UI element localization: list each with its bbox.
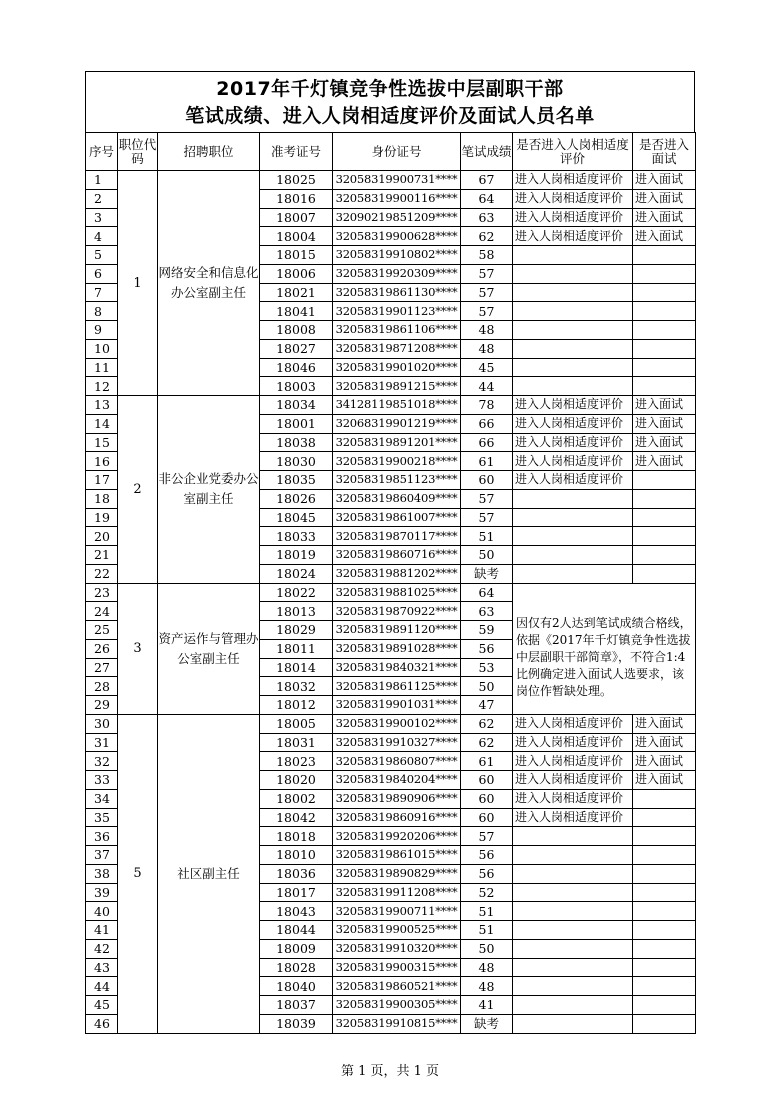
eval-status-cell: 进入人岗相适度评价 bbox=[513, 433, 633, 452]
ticket-cell: 18040 bbox=[260, 977, 333, 996]
score-cell: 60 bbox=[461, 808, 513, 827]
ticket-cell: 18007 bbox=[260, 208, 333, 227]
id-number-cell: 32058319900102**** bbox=[333, 714, 461, 733]
score-cell: 61 bbox=[461, 752, 513, 771]
seq-cell: 9 bbox=[86, 321, 118, 340]
eval-status-cell: 进入人岗相适度评价 bbox=[513, 208, 633, 227]
eval-status-cell bbox=[513, 264, 633, 283]
id-number-cell: 32058319870922**** bbox=[333, 602, 461, 621]
score-cell: 45 bbox=[461, 358, 513, 377]
ticket-cell: 18036 bbox=[260, 864, 333, 883]
header-code: 职位代码 bbox=[118, 133, 158, 171]
seq-cell: 34 bbox=[86, 789, 118, 808]
ticket-cell: 18029 bbox=[260, 621, 333, 640]
eval-status-cell: 进入人岗相适度评价 bbox=[513, 227, 633, 246]
id-number-cell: 32058319910327**** bbox=[333, 733, 461, 752]
interview-status-cell bbox=[633, 977, 696, 996]
ticket-cell: 18019 bbox=[260, 546, 333, 565]
seq-cell: 15 bbox=[86, 433, 118, 452]
seq-cell: 29 bbox=[86, 696, 118, 715]
seq-cell: 38 bbox=[86, 864, 118, 883]
id-number-cell: 32058319900525**** bbox=[333, 921, 461, 940]
ticket-cell: 18011 bbox=[260, 639, 333, 658]
score-cell: 48 bbox=[461, 339, 513, 358]
ticket-cell: 18046 bbox=[260, 358, 333, 377]
seq-cell: 6 bbox=[86, 264, 118, 283]
seq-cell: 41 bbox=[86, 921, 118, 940]
eval-status-cell bbox=[513, 864, 633, 883]
id-number-cell: 32058319901123**** bbox=[333, 302, 461, 321]
seq-cell: 7 bbox=[86, 283, 118, 302]
ticket-cell: 18026 bbox=[260, 489, 333, 508]
position-code-cell: 2 bbox=[118, 396, 158, 584]
ticket-cell: 18008 bbox=[260, 321, 333, 340]
seq-cell: 24 bbox=[86, 602, 118, 621]
header-eval: 是否进入人岗相适度评价 bbox=[513, 133, 633, 171]
score-cell: 62 bbox=[461, 714, 513, 733]
seq-cell: 39 bbox=[86, 883, 118, 902]
id-number-cell: 32058319861125**** bbox=[333, 677, 461, 696]
interview-status-cell: 进入面试 bbox=[633, 433, 696, 452]
interview-status-cell: 进入面试 bbox=[633, 189, 696, 208]
seq-cell: 19 bbox=[86, 508, 118, 527]
interview-status-cell bbox=[633, 377, 696, 396]
ticket-cell: 18025 bbox=[260, 171, 333, 190]
id-number-cell: 32058319900731**** bbox=[333, 171, 461, 190]
eval-status-cell: 进入人岗相适度评价 bbox=[513, 752, 633, 771]
eval-status-cell: 进入人岗相适度评价 bbox=[513, 789, 633, 808]
table-body bbox=[86, 171, 696, 1034]
id-number-cell: 32058319900628**** bbox=[333, 227, 461, 246]
eval-status-cell bbox=[513, 958, 633, 977]
ticket-cell: 18003 bbox=[260, 377, 333, 396]
id-number-cell: 32090219851209**** bbox=[333, 208, 461, 227]
interview-status-cell bbox=[633, 283, 696, 302]
header-score: 笔试成绩 bbox=[461, 133, 513, 171]
interview-status-cell bbox=[633, 358, 696, 377]
ticket-cell: 18037 bbox=[260, 996, 333, 1015]
score-cell: 67 bbox=[461, 171, 513, 190]
results-sheet bbox=[85, 71, 695, 1034]
id-number-cell: 32058319860716**** bbox=[333, 546, 461, 565]
interview-status-cell bbox=[633, 846, 696, 865]
ticket-cell: 18034 bbox=[260, 396, 333, 415]
score-cell: 57 bbox=[461, 489, 513, 508]
seq-cell: 3 bbox=[86, 208, 118, 227]
seq-cell: 25 bbox=[86, 621, 118, 640]
score-cell: 56 bbox=[461, 864, 513, 883]
eval-status-cell bbox=[513, 902, 633, 921]
seq-cell: 23 bbox=[86, 583, 118, 602]
score-cell: 60 bbox=[461, 789, 513, 808]
position-code-cell: 3 bbox=[118, 583, 158, 714]
ticket-cell: 18035 bbox=[260, 471, 333, 490]
score-cell: 缺考 bbox=[461, 564, 513, 583]
score-cell: 51 bbox=[461, 527, 513, 546]
id-number-cell: 32058319861106**** bbox=[333, 321, 461, 340]
id-number-cell: 32058319851123**** bbox=[333, 471, 461, 490]
score-cell: 50 bbox=[461, 546, 513, 565]
id-number-cell: 32058319901031**** bbox=[333, 696, 461, 715]
ticket-cell: 18041 bbox=[260, 302, 333, 321]
seq-cell: 12 bbox=[86, 377, 118, 396]
score-cell: 64 bbox=[461, 189, 513, 208]
ticket-cell: 18020 bbox=[260, 771, 333, 790]
interview-status-cell bbox=[633, 827, 696, 846]
id-number-cell: 32058319860916**** bbox=[333, 808, 461, 827]
ticket-cell: 18016 bbox=[260, 189, 333, 208]
ticket-cell: 18027 bbox=[260, 339, 333, 358]
score-cell: 48 bbox=[461, 321, 513, 340]
id-number-cell: 32058319861007**** bbox=[333, 508, 461, 527]
header-id: 身份证号 bbox=[333, 133, 461, 171]
ticket-cell: 18031 bbox=[260, 733, 333, 752]
interview-status-cell bbox=[633, 1014, 696, 1033]
interview-status-cell: 进入面试 bbox=[633, 171, 696, 190]
interview-status-cell: 进入面试 bbox=[633, 771, 696, 790]
seq-cell: 43 bbox=[86, 958, 118, 977]
results-table bbox=[85, 132, 696, 1034]
score-cell: 58 bbox=[461, 246, 513, 265]
score-cell: 50 bbox=[461, 939, 513, 958]
vacancy-note: 因仅有2人达到笔试成绩合格线，依据《2017年千灯镇竞争性选拔中层副职干部简章》，不符合1:4比例确定进入面试人选要求，该岗位作暂缺处理。 bbox=[513, 602, 696, 715]
seq-cell: 8 bbox=[86, 302, 118, 321]
page-subtitle: 笔试成绩、进入人岗相适度评价及面试人员名单 bbox=[185, 105, 595, 127]
eval-status-cell: 进入人岗相适度评价 bbox=[513, 733, 633, 752]
interview-status-cell: 进入面试 bbox=[633, 752, 696, 771]
score-cell: 51 bbox=[461, 921, 513, 940]
seq-cell: 4 bbox=[86, 227, 118, 246]
ticket-cell: 18044 bbox=[260, 921, 333, 940]
ticket-cell: 18038 bbox=[260, 433, 333, 452]
position-name-cell: 资产运作与管理办公室副主任 bbox=[158, 583, 260, 714]
score-cell: 78 bbox=[461, 396, 513, 415]
interview-status-cell bbox=[633, 864, 696, 883]
page-footer: 第 1 页，共 1 页 bbox=[340, 1064, 440, 1079]
score-cell: 57 bbox=[461, 827, 513, 846]
interview-status-cell: 进入面试 bbox=[633, 208, 696, 227]
id-number-cell: 32058319840204**** bbox=[333, 771, 461, 790]
interview-status-cell: 进入面试 bbox=[633, 396, 696, 415]
ticket-cell: 18009 bbox=[260, 939, 333, 958]
position-name-cell: 社区副主任 bbox=[158, 714, 260, 1033]
ticket-cell: 18013 bbox=[260, 602, 333, 621]
ticket-cell: 18010 bbox=[260, 846, 333, 865]
eval-status-cell bbox=[513, 489, 633, 508]
id-number-cell: 32058319840321**** bbox=[333, 658, 461, 677]
interview-status-cell bbox=[633, 564, 696, 583]
eval-status-cell: 进入人岗相适度评价 bbox=[513, 808, 633, 827]
table-row bbox=[86, 714, 696, 733]
eval-status-cell bbox=[513, 302, 633, 321]
interview-status-cell bbox=[633, 789, 696, 808]
id-number-cell: 32058319860409**** bbox=[333, 489, 461, 508]
eval-status-cell bbox=[513, 508, 633, 527]
position-name-cell: 非公企业党委办公室副主任 bbox=[158, 396, 260, 584]
seq-cell: 37 bbox=[86, 846, 118, 865]
score-cell: 62 bbox=[461, 733, 513, 752]
ticket-cell: 18030 bbox=[260, 452, 333, 471]
eval-status-cell bbox=[513, 527, 633, 546]
score-cell: 66 bbox=[461, 433, 513, 452]
seq-cell: 35 bbox=[86, 808, 118, 827]
eval-status-cell: 进入人岗相适度评价 bbox=[513, 396, 633, 415]
ticket-cell: 18018 bbox=[260, 827, 333, 846]
score-cell: 52 bbox=[461, 883, 513, 902]
seq-cell: 5 bbox=[86, 246, 118, 265]
eval-status-cell bbox=[513, 339, 633, 358]
position-code-cell: 1 bbox=[118, 171, 158, 396]
seq-cell: 2 bbox=[86, 189, 118, 208]
blank-cell bbox=[513, 583, 696, 602]
id-number-cell: 34128119851018**** bbox=[333, 396, 461, 415]
eval-status-cell: 进入人岗相适度评价 bbox=[513, 171, 633, 190]
score-cell: 47 bbox=[461, 696, 513, 715]
ticket-cell: 18028 bbox=[260, 958, 333, 977]
score-cell: 缺考 bbox=[461, 1014, 513, 1033]
interview-status-cell: 进入面试 bbox=[633, 227, 696, 246]
seq-cell: 45 bbox=[86, 996, 118, 1015]
interview-status-cell bbox=[633, 302, 696, 321]
ticket-cell: 18014 bbox=[260, 658, 333, 677]
ticket-cell: 18012 bbox=[260, 696, 333, 715]
ticket-cell: 18043 bbox=[260, 902, 333, 921]
id-number-cell: 32058319891215**** bbox=[333, 377, 461, 396]
seq-cell: 1 bbox=[86, 171, 118, 190]
score-cell: 57 bbox=[461, 302, 513, 321]
id-number-cell: 32058319860807**** bbox=[333, 752, 461, 771]
interview-status-cell bbox=[633, 321, 696, 340]
id-number-cell: 32058319891028**** bbox=[333, 639, 461, 658]
ticket-cell: 18033 bbox=[260, 527, 333, 546]
id-number-cell: 32058319891201**** bbox=[333, 433, 461, 452]
position-name-cell: 网络安全和信息化办公室副主任 bbox=[158, 171, 260, 396]
id-number-cell: 32058319910320**** bbox=[333, 939, 461, 958]
eval-status-cell: 进入人岗相适度评价 bbox=[513, 414, 633, 433]
id-number-cell: 32058319881025**** bbox=[333, 583, 461, 602]
interview-status-cell bbox=[633, 808, 696, 827]
eval-status-cell bbox=[513, 377, 633, 396]
ticket-cell: 18022 bbox=[260, 583, 333, 602]
score-cell: 66 bbox=[461, 414, 513, 433]
header-interview: 是否进入面试 bbox=[633, 133, 696, 171]
header-ticket: 准考证号 bbox=[260, 133, 333, 171]
seq-cell: 36 bbox=[86, 827, 118, 846]
id-number-cell: 32058319881202**** bbox=[333, 564, 461, 583]
table-row bbox=[86, 583, 696, 602]
score-cell: 62 bbox=[461, 227, 513, 246]
id-number-cell: 32058319871208**** bbox=[333, 339, 461, 358]
score-cell: 44 bbox=[461, 377, 513, 396]
id-number-cell: 32058319870117**** bbox=[333, 527, 461, 546]
seq-cell: 13 bbox=[86, 396, 118, 415]
seq-cell: 22 bbox=[86, 564, 118, 583]
id-number-cell: 32058319890906**** bbox=[333, 789, 461, 808]
table-row bbox=[86, 171, 696, 190]
id-number-cell: 32068319901219**** bbox=[333, 414, 461, 433]
interview-status-cell bbox=[633, 996, 696, 1015]
eval-status-cell bbox=[513, 921, 633, 940]
seq-cell: 42 bbox=[86, 939, 118, 958]
id-number-cell: 32058319861015**** bbox=[333, 846, 461, 865]
interview-status-cell: 进入面试 bbox=[633, 733, 696, 752]
interview-status-cell bbox=[633, 508, 696, 527]
score-cell: 59 bbox=[461, 621, 513, 640]
ticket-cell: 18015 bbox=[260, 246, 333, 265]
table-row bbox=[86, 396, 696, 415]
id-number-cell: 32058319890829**** bbox=[333, 864, 461, 883]
ticket-cell: 18005 bbox=[260, 714, 333, 733]
seq-cell: 17 bbox=[86, 471, 118, 490]
score-cell: 51 bbox=[461, 902, 513, 921]
score-cell: 57 bbox=[461, 508, 513, 527]
interview-status-cell bbox=[633, 921, 696, 940]
seq-cell: 28 bbox=[86, 677, 118, 696]
id-number-cell: 32058319920309**** bbox=[333, 264, 461, 283]
seq-cell: 32 bbox=[86, 752, 118, 771]
interview-status-cell bbox=[633, 883, 696, 902]
position-code-cell: 5 bbox=[118, 714, 158, 1033]
eval-status-cell bbox=[513, 246, 633, 265]
seq-cell: 16 bbox=[86, 452, 118, 471]
score-cell: 53 bbox=[461, 658, 513, 677]
seq-cell: 11 bbox=[86, 358, 118, 377]
interview-status-cell bbox=[633, 939, 696, 958]
score-cell: 60 bbox=[461, 771, 513, 790]
ticket-cell: 18004 bbox=[260, 227, 333, 246]
id-number-cell: 32058319900116**** bbox=[333, 189, 461, 208]
eval-status-cell bbox=[513, 321, 633, 340]
header-seq: 序号 bbox=[86, 133, 118, 171]
id-number-cell: 32058319891120**** bbox=[333, 621, 461, 640]
interview-status-cell bbox=[633, 489, 696, 508]
id-number-cell: 32058319910815**** bbox=[333, 1014, 461, 1033]
score-cell: 56 bbox=[461, 846, 513, 865]
id-number-cell: 32058319900218**** bbox=[333, 452, 461, 471]
score-cell: 41 bbox=[461, 996, 513, 1015]
ticket-cell: 18032 bbox=[260, 677, 333, 696]
seq-cell: 44 bbox=[86, 977, 118, 996]
id-number-cell: 32058319911208**** bbox=[333, 883, 461, 902]
interview-status-cell bbox=[633, 471, 696, 490]
eval-status-cell bbox=[513, 977, 633, 996]
score-cell: 48 bbox=[461, 958, 513, 977]
interview-status-cell bbox=[633, 958, 696, 977]
seq-cell: 14 bbox=[86, 414, 118, 433]
score-cell: 63 bbox=[461, 602, 513, 621]
header-position: 招聘职位 bbox=[158, 133, 260, 171]
score-cell: 56 bbox=[461, 639, 513, 658]
ticket-cell: 18001 bbox=[260, 414, 333, 433]
seq-cell: 40 bbox=[86, 902, 118, 921]
eval-status-cell bbox=[513, 283, 633, 302]
score-cell: 57 bbox=[461, 283, 513, 302]
interview-status-cell bbox=[633, 339, 696, 358]
interview-status-cell: 进入面试 bbox=[633, 414, 696, 433]
id-number-cell: 32058319900315**** bbox=[333, 958, 461, 977]
eval-status-cell bbox=[513, 883, 633, 902]
score-cell: 57 bbox=[461, 264, 513, 283]
seq-cell: 10 bbox=[86, 339, 118, 358]
ticket-cell: 18023 bbox=[260, 752, 333, 771]
eval-status-cell: 进入人岗相适度评价 bbox=[513, 189, 633, 208]
interview-status-cell bbox=[633, 902, 696, 921]
seq-cell: 46 bbox=[86, 1014, 118, 1033]
eval-status-cell bbox=[513, 358, 633, 377]
eval-status-cell bbox=[513, 939, 633, 958]
eval-status-cell bbox=[513, 1014, 633, 1033]
ticket-cell: 18021 bbox=[260, 283, 333, 302]
id-number-cell: 32058319900305**** bbox=[333, 996, 461, 1015]
score-cell: 48 bbox=[461, 977, 513, 996]
id-number-cell: 32058319910802**** bbox=[333, 246, 461, 265]
seq-cell: 26 bbox=[86, 639, 118, 658]
seq-cell: 30 bbox=[86, 714, 118, 733]
id-number-cell: 32058319920206**** bbox=[333, 827, 461, 846]
seq-cell: 18 bbox=[86, 489, 118, 508]
table-header-row bbox=[86, 133, 696, 171]
interview-status-cell bbox=[633, 546, 696, 565]
id-number-cell: 32058319901020**** bbox=[333, 358, 461, 377]
ticket-cell: 18042 bbox=[260, 808, 333, 827]
title-block bbox=[85, 71, 695, 132]
ticket-cell: 18039 bbox=[260, 1014, 333, 1033]
score-cell: 63 bbox=[461, 208, 513, 227]
ticket-cell: 18024 bbox=[260, 564, 333, 583]
interview-status-cell bbox=[633, 264, 696, 283]
seq-cell: 27 bbox=[86, 658, 118, 677]
score-cell: 60 bbox=[461, 471, 513, 490]
score-cell: 61 bbox=[461, 452, 513, 471]
eval-status-cell bbox=[513, 827, 633, 846]
id-number-cell: 32058319861130**** bbox=[333, 283, 461, 302]
eval-status-cell: 进入人岗相适度评价 bbox=[513, 714, 633, 733]
ticket-cell: 18017 bbox=[260, 883, 333, 902]
eval-status-cell: 进入人岗相适度评价 bbox=[513, 771, 633, 790]
eval-status-cell bbox=[513, 564, 633, 583]
eval-status-cell bbox=[513, 846, 633, 865]
interview-status-cell: 进入面试 bbox=[633, 452, 696, 471]
interview-status-cell: 进入面试 bbox=[633, 714, 696, 733]
id-number-cell: 32058319860521**** bbox=[333, 977, 461, 996]
id-number-cell: 32058319900711**** bbox=[333, 902, 461, 921]
seq-cell: 33 bbox=[86, 771, 118, 790]
eval-status-cell bbox=[513, 546, 633, 565]
page-title: 2017年千灯镇竞争性选拔中层副职干部 bbox=[216, 78, 564, 100]
seq-cell: 31 bbox=[86, 733, 118, 752]
eval-status-cell bbox=[513, 996, 633, 1015]
eval-status-cell: 进入人岗相适度评价 bbox=[513, 452, 633, 471]
score-cell: 64 bbox=[461, 583, 513, 602]
eval-status-cell: 进入人岗相适度评价 bbox=[513, 471, 633, 490]
ticket-cell: 18045 bbox=[260, 508, 333, 527]
ticket-cell: 18002 bbox=[260, 789, 333, 808]
score-cell: 50 bbox=[461, 677, 513, 696]
seq-cell: 20 bbox=[86, 527, 118, 546]
interview-status-cell bbox=[633, 246, 696, 265]
interview-status-cell bbox=[633, 527, 696, 546]
seq-cell: 21 bbox=[86, 546, 118, 565]
ticket-cell: 18006 bbox=[260, 264, 333, 283]
